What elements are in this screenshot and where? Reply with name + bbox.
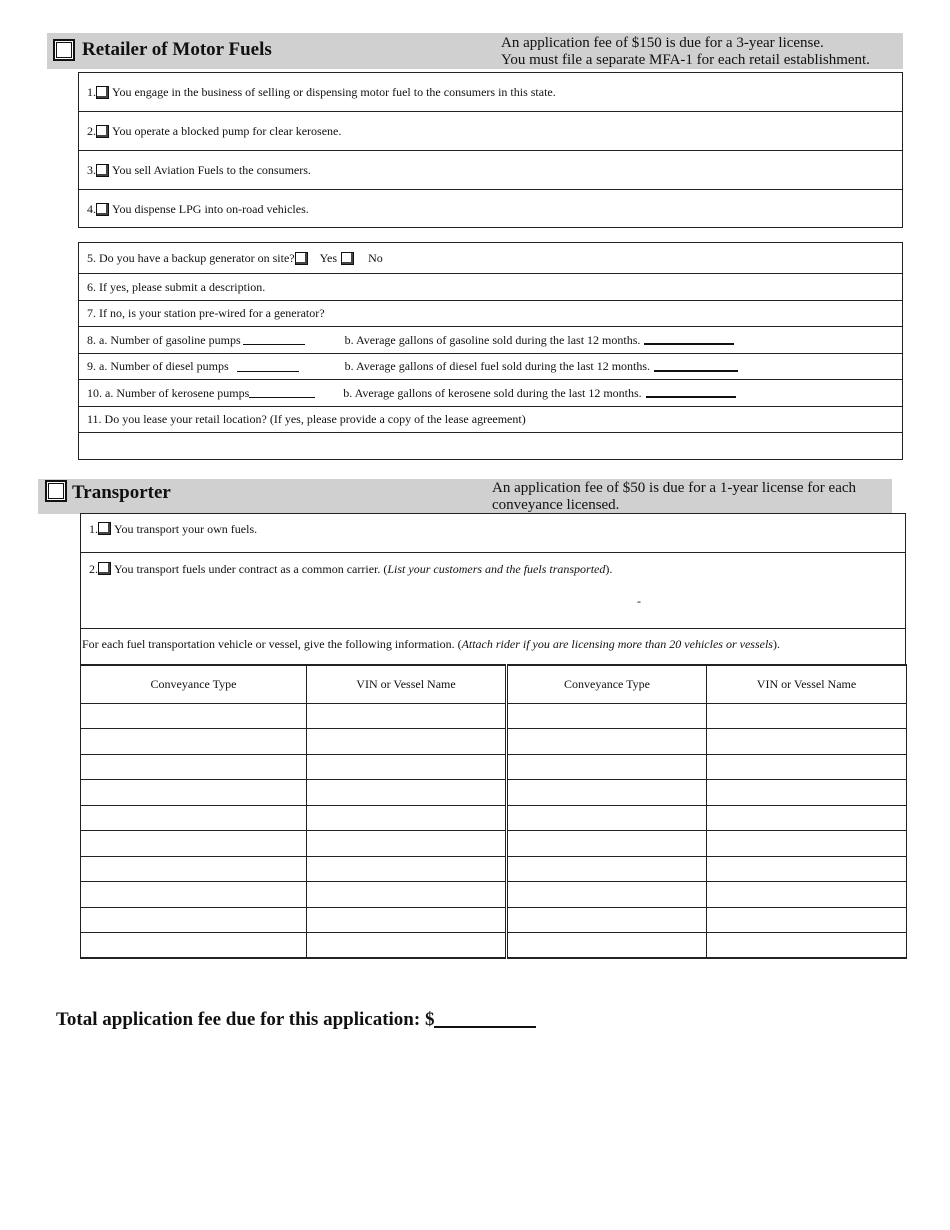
q5-no-checkbox[interactable] [341,252,354,265]
table-cell[interactable] [707,754,907,780]
item-2-checkbox[interactable] [96,125,109,138]
table-row [81,729,907,755]
retailer-header [47,33,903,69]
q8a-label: 8. a. Number of gasoline pumps [87,332,241,347]
item-number: 2. [87,123,96,138]
transporter-fee-line1: An application fee of $50 is due for a 1-year license for each [492,480,857,496]
question-9 [79,354,902,380]
transporter-item-1-checkbox[interactable] [98,522,111,535]
q10a-label: 10. a. Number of kerosene pumps [87,385,250,400]
q8b-label: b. Average gallons of gasoline sold during the last 12 months. [344,332,641,347]
q5-label: 5. Do you have a backup generator on site? [87,250,295,265]
question-5 [79,243,902,274]
retailer-item-4 [79,190,902,228]
total-fee-field[interactable] [434,1010,536,1028]
questions-box [78,242,903,460]
item-number: 4. [87,201,96,216]
table-row [81,882,907,908]
table-cell[interactable] [507,703,707,729]
column-header-conveyance-type: Conveyance Type [507,665,707,703]
question-11-answer[interactable] [79,433,902,459]
item-text: You operate a blocked pump for clear kerosene. [112,123,342,138]
q11-label: 11. Do you lease your retail location? (If yes, please provide a copy of the lease agreement) [87,412,526,426]
table-cell[interactable] [307,882,507,908]
column-header-vin: VIN or Vessel Name [707,665,907,703]
column-header-conveyance-type: Conveyance Type [81,665,307,703]
item-1-checkbox[interactable] [96,86,109,99]
q9a-label: 9. a. Number of diesel pumps [87,359,229,373]
table-cell[interactable] [81,805,307,831]
table-cell[interactable] [707,856,907,882]
transporter-fee-line2: conveyance licensed. [492,497,620,513]
table-cell[interactable] [707,907,907,933]
item-text: You transport fuels under contract as a common carrier. ( [114,562,388,576]
item-text: You engage in the business of selling or dispensing motor fuel to the consumers in this state. [112,84,556,99]
table-row [81,831,907,857]
table-cell[interactable] [307,933,507,959]
table-cell[interactable] [307,703,507,729]
retailer-items-box [78,72,903,228]
column-header-vin: VIN or Vessel Name [307,665,507,703]
transporter-fee-note [492,480,856,514]
table-row [81,703,907,729]
table-row [81,805,907,831]
item-number: 2. [89,562,98,576]
instruction-end: ). [772,637,780,651]
conveyance-table [80,664,907,959]
transporter-box [80,513,906,666]
customer-list-field[interactable]: - [637,594,641,608]
retailer-fee-line1: An application fee of $150 is due for a 3-year license. [501,35,824,51]
item-text: You sell Aviation Fuels to the consumers. [112,162,311,177]
q5-yes-checkbox[interactable] [295,252,308,265]
question-6 [79,274,902,301]
table-row [81,780,907,806]
table-cell[interactable] [81,882,307,908]
table-cell[interactable] [707,831,907,857]
table-cell[interactable] [707,729,907,755]
table-cell[interactable] [507,907,707,933]
conveyance-header-row [81,665,907,703]
q6-label: 6. If yes, please submit a description. [87,279,266,294]
table-cell[interactable] [507,856,707,882]
table-cell[interactable] [81,780,307,806]
item-number: 1. [87,84,96,99]
q10a-field[interactable] [249,388,315,398]
total-fee-label: Total application fee due for this application: $ [56,1009,435,1030]
table-cell[interactable] [707,882,907,908]
question-7 [79,301,902,327]
table-cell[interactable] [507,805,707,831]
table-cell[interactable] [81,907,307,933]
transporter-title: Transporter [72,482,171,503]
item-text: You dispense LPG into on-road vehicles. [112,201,309,216]
table-cell[interactable] [81,754,307,780]
retailer-item-2 [79,112,902,151]
table-cell[interactable] [507,729,707,755]
table-cell[interactable] [307,805,507,831]
retailer-fee-line2: You must file a separate MFA-1 for each retail establishment. [501,52,870,68]
retailer-item-1 [79,73,902,112]
table-cell[interactable] [81,831,307,857]
table-cell[interactable] [707,703,907,729]
q9a-field[interactable] [237,362,299,372]
item-text-italic: List your customers and the fuels transported [387,562,606,576]
table-cell[interactable] [81,729,307,755]
q5-yes-label: Yes [319,250,338,265]
table-cell[interactable] [81,856,307,882]
q10b-label: b. Average gallons of kerosene sold during the last 12 months. [343,385,642,400]
retailer-title: Retailer of Motor Fuels [82,39,272,60]
q9b-field[interactable] [654,362,738,372]
table-cell[interactable] [307,831,507,857]
table-cell[interactable] [307,856,507,882]
transporter-item-2-checkbox[interactable] [98,562,111,575]
transporter-item-2 [89,562,612,577]
item-3-checkbox[interactable] [96,164,109,177]
table-cell[interactable] [507,780,707,806]
question-8 [79,327,902,354]
transporter-item-1 [89,522,257,537]
table-cell[interactable] [707,780,907,806]
table-row [81,907,907,933]
q7-label: 7. If no, is your station pre-wired for a generator? [87,306,325,320]
q5-no-label: No [368,250,383,265]
question-10 [79,380,902,407]
table-row [81,856,907,882]
item-text-end: ). [605,562,613,576]
transporter-header [38,479,892,514]
table-cell[interactable] [81,933,307,959]
instruction-text: For each fuel transportation vehicle or vessel, give the following information. ( [82,637,462,651]
q10b-field[interactable] [646,388,736,398]
table-cell[interactable] [507,754,707,780]
retailer-item-3 [79,151,902,190]
table-row [81,933,907,959]
item-number: 3. [87,162,96,177]
retailer-checkbox[interactable] [53,39,75,61]
table-cell[interactable] [307,907,507,933]
total-fee [56,1009,536,1031]
instruction-italic: Attach rider if you are licensing more than 20 vehicles or vessels [461,637,773,651]
table-cell[interactable] [707,805,907,831]
table-cell[interactable] [507,882,707,908]
table-cell[interactable] [307,780,507,806]
conveyance-instruction [82,637,780,652]
item-4-checkbox[interactable] [96,203,109,216]
item-text: You transport your own fuels. [114,522,258,536]
question-11 [79,407,902,433]
table-cell[interactable] [307,754,507,780]
q8a-field[interactable] [243,335,305,345]
table-cell[interactable] [507,831,707,857]
q8b-field[interactable] [644,335,734,345]
table-cell[interactable] [81,703,307,729]
table-cell[interactable] [707,933,907,959]
table-cell[interactable] [507,933,707,959]
transporter-checkbox[interactable] [45,480,67,502]
table-cell[interactable] [307,729,507,755]
item-number: 1. [89,522,98,536]
q9b-label: b. Average gallons of diesel fuel sold during the last 12 months. [344,359,651,373]
retailer-fee-note [501,35,870,69]
table-row [81,754,907,780]
